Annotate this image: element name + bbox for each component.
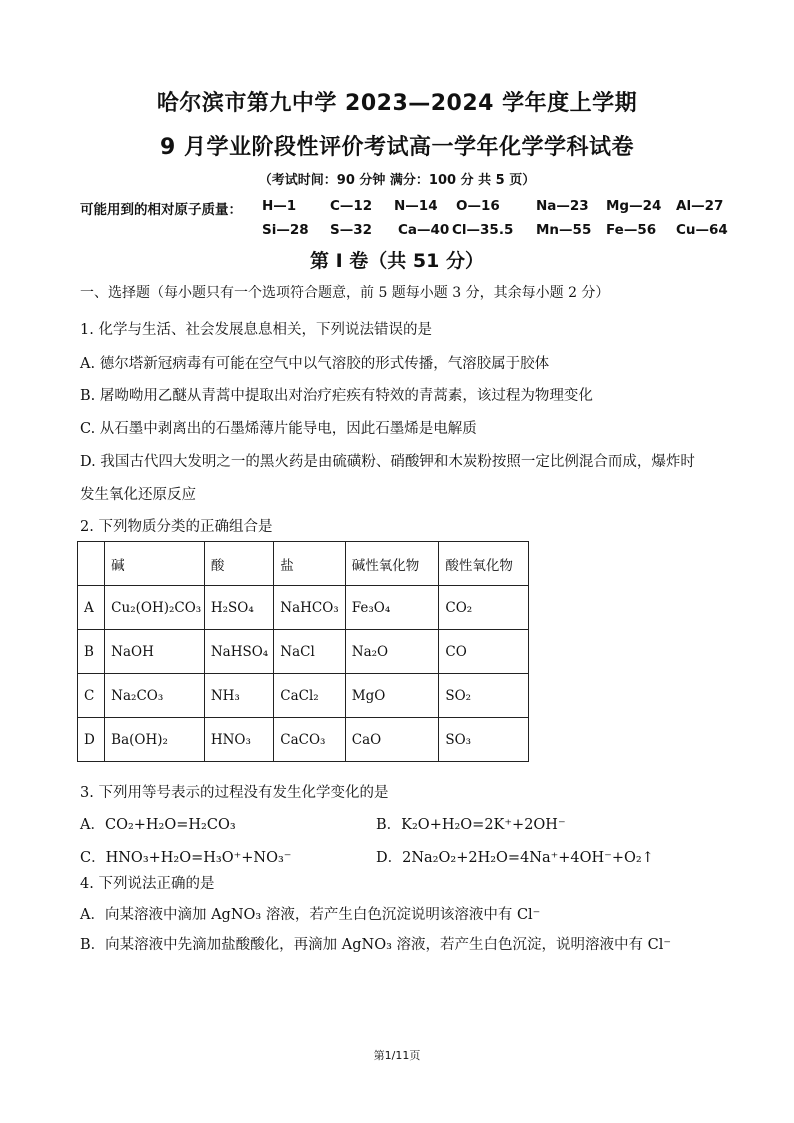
table-row: [78, 718, 529, 762]
table-cell: MgO: [345, 674, 439, 718]
table-cell: CO: [439, 630, 529, 674]
table-cell: NaOH: [105, 630, 205, 674]
atomic-mass-item: Na—23: [536, 198, 589, 214]
table-row: [78, 674, 529, 718]
question-3-option-a: A．CO₂+H₂O=H₂CO₃: [80, 817, 236, 833]
table-cell: CaO: [345, 718, 439, 762]
question-1-option-a: A. 德尔塔新冠病毒有可能在空气中以气溶胶的形式传播，气溶胶属于胶体: [80, 356, 550, 372]
table-cell: CO₂: [439, 586, 529, 630]
atomic-mass-item: Mg—24: [606, 198, 662, 214]
atomic-mass-item: Cu—64: [676, 222, 728, 238]
atomic-mass-item: S—32: [330, 222, 373, 238]
atomic-mass-item: H—1: [262, 198, 297, 214]
table-cell: SO₂: [439, 674, 529, 718]
section-heading: 一、选择题（每小题只有一个选项符合题意，前 5 题每小题 3 分，其余每小题 2 分）: [80, 285, 610, 301]
question-2-stem: 2. 下列物质分类的正确组合是: [80, 519, 273, 535]
table-cell: B: [78, 630, 105, 674]
table-cell: Cu₂(OH)₂CO₃: [105, 586, 205, 630]
atomic-mass-label: 可能用到的相对原子质量：: [80, 202, 242, 218]
exam-title-line2: 9 月学业阶段性评价考试高一学年化学学科试卷: [160, 135, 634, 160]
atomic-mass-item: Fe—56: [606, 222, 657, 238]
table-cell: D: [78, 718, 105, 762]
table-header-cell: 酸: [204, 542, 273, 586]
question-1-option-d-cont: 发生氧化还原反应: [80, 487, 196, 503]
table-header-cell: 碱: [105, 542, 205, 586]
question-4-stem: 4. 下列说法正确的是: [80, 876, 215, 892]
atomic-mass-item: Mn—55: [536, 222, 592, 238]
table-row: [78, 630, 529, 674]
atomic-mass-item: N—14: [394, 198, 438, 214]
table-header-cell: 酸性氧化物: [439, 542, 529, 586]
question-1-option-b: B. 屠呦呦用乙醚从青蒿中提取出对治疗疟疾有特效的青蒿素，该过程为物理变化: [80, 388, 593, 404]
table-header-cell: [78, 542, 105, 586]
table-row: [78, 586, 529, 630]
question-1-stem: 1. 化学与生活、社会发展息息相关，下列说法错误的是: [80, 322, 432, 338]
table-cell: SO₃: [439, 718, 529, 762]
table-cell: CaCl₂: [274, 674, 345, 718]
question-3-stem: 3. 下列用等号表示的过程没有发生化学变化的是: [80, 785, 389, 801]
question-3-option-d: D．2Na₂O₂+2H₂O=4Na⁺+4OH⁻+O₂↑: [376, 850, 654, 866]
atomic-mass-item: O—16: [456, 198, 500, 214]
question-3-option-b: B．K₂O+H₂O=2K⁺+2OH⁻: [376, 817, 566, 833]
question-4-option-a: A．向某溶液中滴加 AgNO₃ 溶液，若产生白色沉淀说明该溶液中有 Cl⁻: [80, 907, 541, 923]
classification-table: [77, 541, 529, 762]
table-header-cell: 碱性氧化物: [345, 542, 439, 586]
page-number: 第1/11页: [373, 1049, 421, 1062]
question-1-option-d: D. 我国古代四大发明之一的黑火药是由硫磺粉、硝酸钾和木炭粉按照一定比例混合而成，爆炸时: [80, 454, 695, 470]
table-cell: Fe₃O₄: [345, 586, 439, 630]
volume-title: 第 I 卷（共 51 分）: [310, 250, 484, 272]
atomic-mass-item: Si—28: [262, 222, 309, 238]
table-cell: NaCl: [274, 630, 345, 674]
question-4-option-b: B．向某溶液中先滴加盐酸酸化，再滴加 AgNO₃ 溶液，若产生白色沉淀，说明溶液中有 Cl⁻: [80, 937, 672, 953]
atomic-mass-item: Cl—35.5: [452, 222, 514, 238]
exam-title-line1: 哈尔滨市第九中学 2023—2024 学年度上学期: [156, 91, 638, 116]
table-cell: NaHSO₄: [204, 630, 273, 674]
table-cell: H₂SO₄: [204, 586, 273, 630]
question-3-option-c: C．HNO₃+H₂O=H₃O⁺+NO₃⁻: [80, 850, 292, 866]
table-cell: Na₂O: [345, 630, 439, 674]
table-cell: Ba(OH)₂: [105, 718, 205, 762]
table-header-row: [78, 542, 529, 586]
exam-info: （考试时间：90 分钟 满分：100 分 共 5 页）: [258, 173, 536, 188]
table-cell: Na₂CO₃: [105, 674, 205, 718]
table-cell: NaHCO₃: [274, 586, 345, 630]
table-cell: NH₃: [204, 674, 273, 718]
table-cell: A: [78, 586, 105, 630]
table-cell: CaCO₃: [274, 718, 345, 762]
question-1-option-c: C. 从石墨中剥离出的石墨烯薄片能导电，因此石墨烯是电解质: [80, 421, 477, 437]
table-header-cell: 盐: [274, 542, 345, 586]
atomic-mass-item: Al—27: [676, 198, 724, 214]
atomic-mass-item: C—12: [330, 198, 373, 214]
table-cell: C: [78, 674, 105, 718]
table-cell: HNO₃: [204, 718, 273, 762]
atomic-mass-item: Ca—40: [398, 222, 450, 238]
